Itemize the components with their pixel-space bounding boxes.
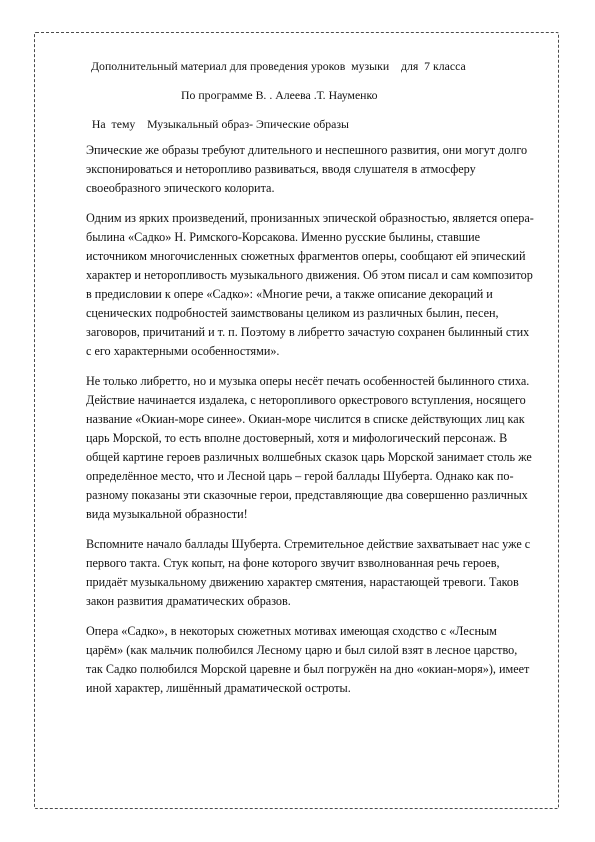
paragraph-1: Эпические же образы требуют длительного и неспешного развития, они могут долго экспонироваться и неторопливо развиваться, вводя слушателя в атмосферу своеобразного эпического колорита. bbox=[86, 143, 528, 195]
heading-topic: На тему Музыкальный образ- Эпические образы bbox=[86, 117, 349, 131]
paragraph-4: Вспомните начало баллады Шуберта. Стремительное действие захватывает нас уже с первого такта. Стук копыт, на фоне которого звучит взволнованная речь героев, придаёт музыкальному движению характер смятения, нарастающей тревоги. Таков закон развития драматических образов. bbox=[86, 537, 531, 608]
document-body bbox=[86, 58, 536, 709]
heading-program: По программе В. . Алеева .Т. Науменко bbox=[181, 88, 378, 102]
heading-title: Дополнительный материал для проведения уроков музыки для 7 класса bbox=[91, 59, 466, 73]
paragraph-3: Не только либретто, но и музыка оперы несёт печать особенностей былинного стиха. Действие начинается издалека, с неторопливого оркестрового вступления, носящего название «Окиан-море синее». Окиан-море числится в списке действующих лиц как царь Морской, то есть вполне достоверный, хотя и мифологический персонаж. В общей картине героев различных волшебных сказок царь Морской занимает столь же определённое место, что и Лесной царь – герой баллады Шуберта. Однако как по-разному показаны эти сказочные герои, представляющие два совершенно различных вида музыкальной образности! bbox=[86, 374, 532, 521]
paragraph-2: Одним из ярких произведений, пронизанных эпической образностью, является опера-былина «Садко» Н. Римского-Корсакова. Именно русские былины, ставшие источником многочисленных сюжетных фрагментов оперы, сообщают ей эпический характер и неторопливость музыкального движения. Об этом писал и сам композитор в предисловии к опере «Садко»: «Многие речи, а также описание декораций и сценических подробностей заимствованы целиком из различных былин, песен, заговоров, причитаний и т. п. Поэтому в либретто зачастую сохранен былинный стих с его характерными особенностями». bbox=[86, 211, 534, 358]
paragraph-5: Опера «Садко», в некоторых сюжетных мотивах имеющая сходство с «Лесным царём» (как мальчик полюбился Лесному царю и был силой взят в лесное царство, так Садко полюбился Морской царевне и был погружён на дно «окиан-моря»), имеет иной характер, лишённый драматической остроты. bbox=[86, 624, 530, 695]
